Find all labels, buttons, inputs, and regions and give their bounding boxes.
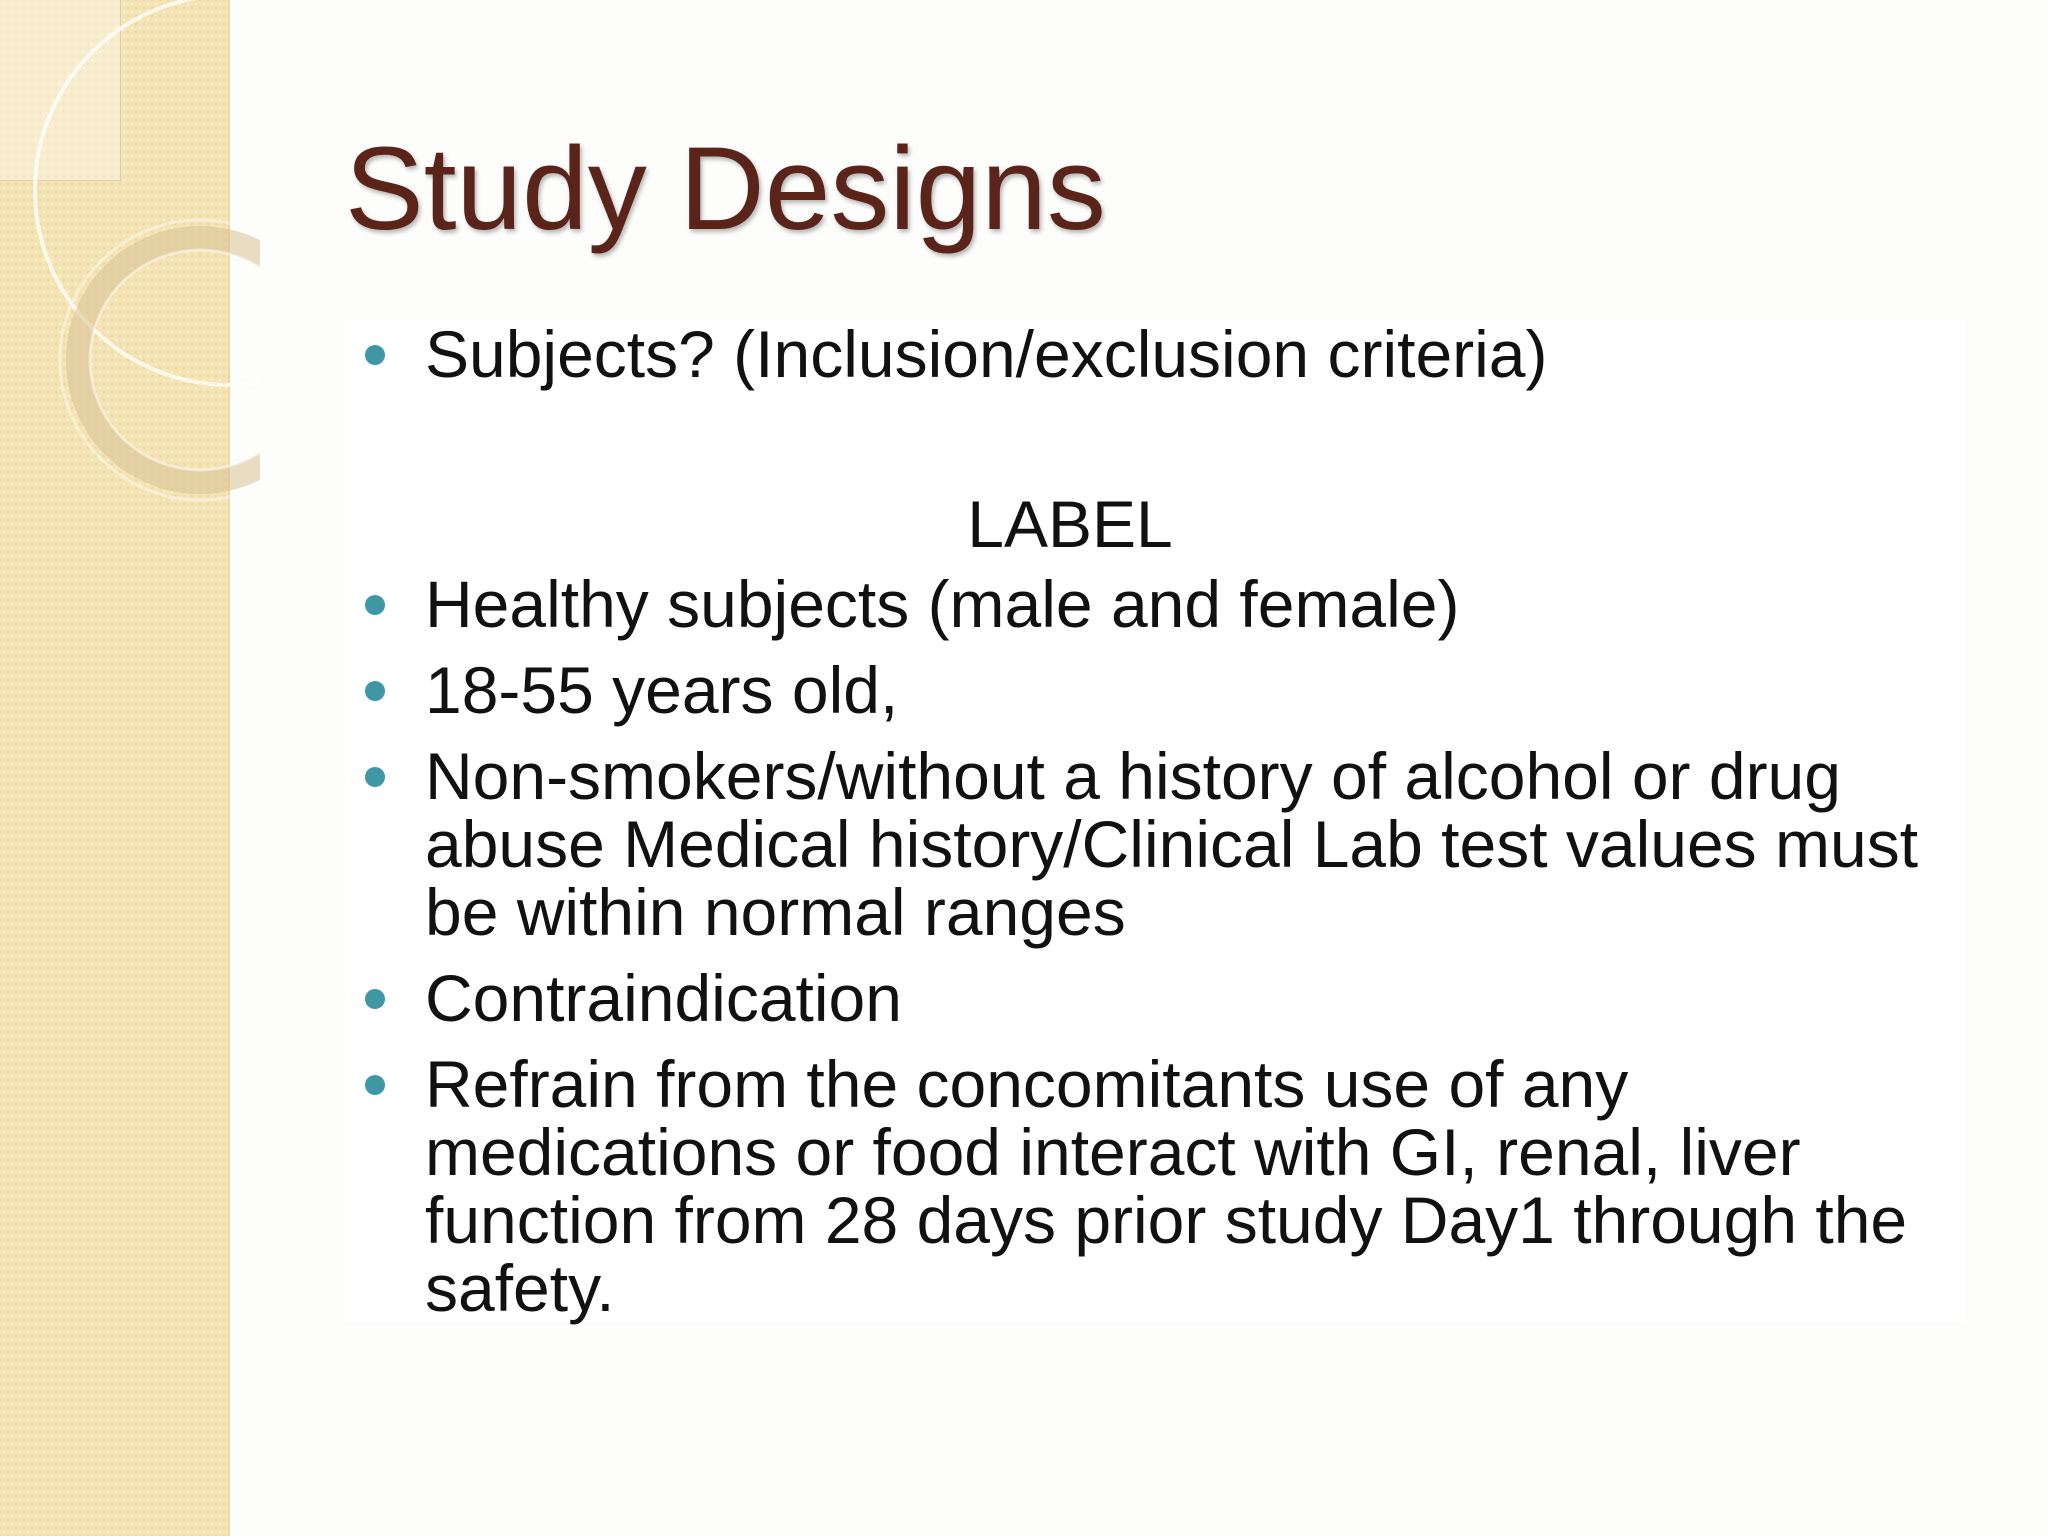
bullet-text: 18-55 years old, <box>425 653 899 727</box>
bullet-item <box>345 317 1965 391</box>
bullet-text: Subjects? (Inclusion/exclusion criteria) <box>425 317 1548 391</box>
bullet-item <box>345 739 1965 949</box>
bullet-item <box>345 961 1965 1035</box>
bullet-dot-icon <box>365 595 385 615</box>
bullet-item <box>345 567 1965 641</box>
label-text: LABEL <box>967 487 1173 561</box>
spacer <box>345 388 1965 488</box>
slide-content <box>345 317 1965 1325</box>
bullet-item <box>345 653 1965 727</box>
decorative-rings <box>0 0 260 520</box>
bullet-dot-icon <box>365 989 385 1009</box>
bullet-dot-icon <box>365 345 385 365</box>
bullet-dot-icon <box>365 767 385 787</box>
bullet-text: Non-smokers/without a history of alcohol or drug abuse Medical history/Clinical Lab test values must be within normal ranges <box>425 739 1919 949</box>
slide-title: Study Designs <box>345 123 1106 255</box>
bullet-dot-icon <box>365 681 385 701</box>
bullet-item <box>345 1047 1965 1325</box>
bullet-text: Healthy subjects (male and female) <box>425 567 1460 641</box>
bullet-dot-icon <box>365 1075 385 1095</box>
bullet-text: Contraindication <box>425 961 902 1035</box>
bullet-text: Refrain from the concomitants use of any medications or food interact with GI, renal, liver function from 28 days prior study Day1 through the safety. <box>425 1047 1908 1325</box>
